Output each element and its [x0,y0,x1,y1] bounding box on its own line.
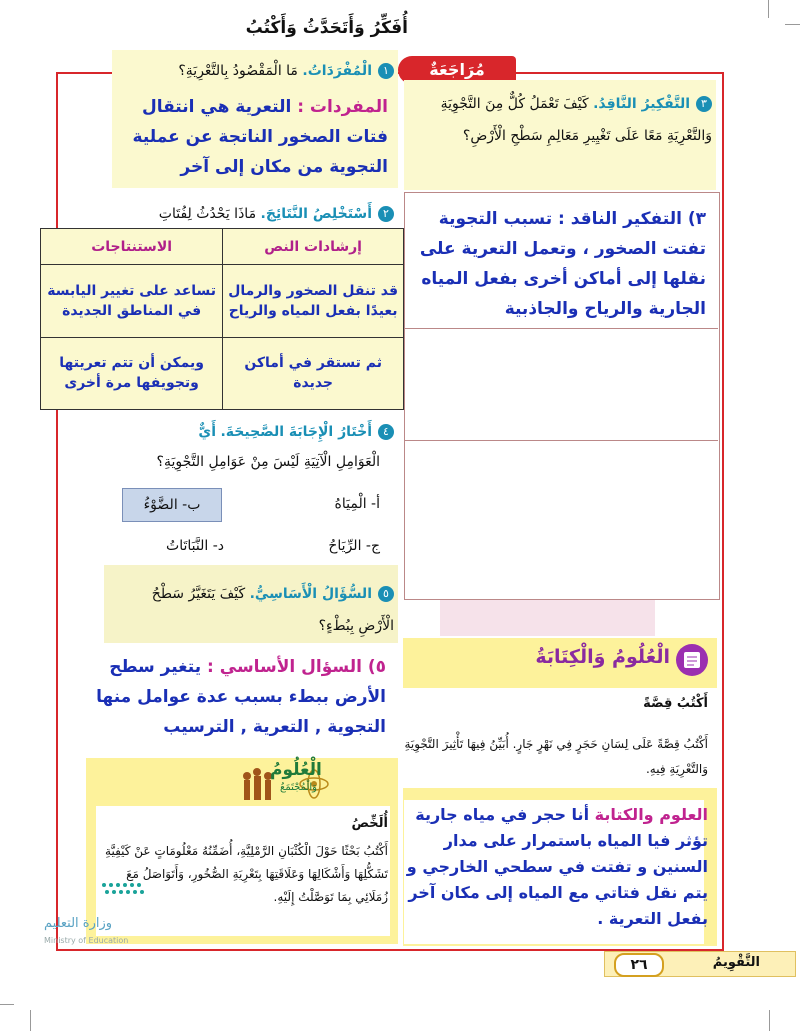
table-header: إرشادات النص [223,229,404,265]
q1-answer-text: التعرية هي انتقال فتات الصخور الناتجة عن عملية التجوية من مكان إلى آخر [132,97,388,177]
q4-text-a: أَيٌّ [198,424,216,440]
science-writing-text: أَكْتُبُ قِصَّةً عَلَى لِسَانِ حَجَرٍ فِي نَهْرٍ جَارٍ. أُبَيِّنُ فِيهَا تَأْثِيرَ التَّجْوِيَةِ وَالتَّعْرِيَةِ فِيهِ. [404,737,708,776]
q3-answer-label: ٣) التفكير الناقد : [558,209,706,229]
q2-text: مَاذَا يَحْدُثُ لِفُتَاتِ [158,206,257,222]
ministry-name-en: Ministry of Education [44,936,129,945]
table-cell: قد تنقل الصخور والرمال بعيدًا بفعل المياه والرياح [223,265,404,338]
science-society-subtitle: وَالْمُجْتَمَعُ [280,782,318,793]
pencil-icon [676,644,708,676]
review-tab: مُرَاجَعَةٌ [398,56,516,84]
table-header: الاستنتاجات [41,229,223,265]
option-b-selected[interactable]: ب- الضَّوْءُ [122,488,222,522]
option-c[interactable]: ج- الرِّيَاحُ [328,538,380,554]
q3-answer [408,204,706,324]
background-figure [440,600,655,636]
crop-mark [0,1004,14,1005]
q5-text: كَيْفَ يَتَغَيَّرُ سَطْحُ الْأَرْضِ بِبُطْءٍ؟ [151,586,394,634]
option-d[interactable]: د- النَّبَاتَاتُ [166,538,224,554]
q1-number: ١ [378,63,394,79]
crop-mark [768,0,769,18]
footer-section: التَّقْوِيمُ [712,955,760,970]
q4-number: ٤ [378,424,394,440]
q1-label: الْمُفْرَدَاتُ. [302,63,372,79]
crop-mark [785,24,800,25]
q4-text-b: الْعَوَامِلِ الْآتِيَةِ لَيْسَ مِنْ عَوَامِلِ التَّجْوِيَةِ؟ [156,454,380,470]
q3-label: التَّفْكِيرُ النَّاقِدُ. [593,96,690,112]
q5-answer [86,652,386,742]
q1-text: مَا الْمَقْصُودُ بِالتَّعْرِيَةِ؟ [178,63,298,79]
option-a[interactable]: أ- الْمِيَاهُ [334,496,380,512]
q5-number: ٥ [378,586,394,602]
q1-answer [108,92,388,182]
q3-question [416,88,712,152]
crop-mark [30,1010,31,1031]
writing-answer [404,802,708,932]
ministry-dots-icon [98,880,158,900]
table-cell: تساعد على تغيير اليابسة في المناطق الجديدة [41,265,223,338]
ministry-name: وزارة التعليم [44,916,113,931]
q3-answer-text: تسبب التجوية تفتت الصخور ، وتعمل التعرية على نقلها إلى أماكن أخرى بفعل المياه الجارية والرياح والجاذبية [419,209,706,319]
conclusions-table [40,228,404,410]
crop-mark [769,1010,770,1031]
q4-question [198,424,394,440]
q2-label: أَسْتَخْلِصُ النَّتَائِجَ. [260,206,372,222]
q5-label: السُّؤَالُ الْأَسَاسِيُّ. [249,586,372,602]
q2-number: ٢ [378,206,394,222]
q4-label: أَخْتَارُ الْإِجَابَةَ الصَّحِيحَةَ. [220,424,372,440]
q1-question [178,63,394,79]
science-writing-title: الْعُلُومُ وَالْكِتَابَةُ [535,646,670,668]
page-title: أُفَكِّرُ وَأَتَحَدَّثُ وَأَكْتُبُ [245,18,408,38]
writing-answer-label: العلوم والكتابة [594,805,708,824]
science-society-title: الْعُلُومُ [270,760,322,780]
q5-answer-text: يتغير سطح الأرض ببطء بسبب عدة عوامل منها التجوية , التعرية , الترسيب [96,657,386,737]
q3-number: ٣ [696,96,712,112]
page-number: ٢٦ [614,953,664,977]
science-society-heading: أُلَخِّصُ [351,816,388,831]
q1-answer-label: المفردات : [297,97,388,117]
divider [405,328,718,329]
science-society-text: أَكْتُبُ بَحْثًا حَوْلَ الْكُثْبَانِ الرَّمْلِيَّةِ، أُضَمِّنُهُ مَعْلُومَاتٍ عَنْ كَيْفِيَّةِ تَشَكُّلِهَا وَأَشْكَالِهَا وَعَلَاقَتِهَا بِتَعْرِيَةِ الصُّخُورِ، وَأَتَوَاصَلُ مَعَ زُمَلَائِي بِمَا تَوَصَّلْتُ إِلَيْهِ. [105,844,388,904]
q5-question [112,578,394,642]
divider [405,440,718,441]
science-writing-heading: أَكْتُبُ قِصَّةً [643,696,708,711]
table-cell: ويمكن أن تتم تعريتها وتجويفها مرة أخرى [41,337,223,410]
writing-answer-text: أنا حجر في مياه جارية تؤثر فيا المياه باستمرار على مدار السنين و تفتت في سطحي الخارجي و يتم نقل فتاتي مع المياه إلى مكان آخر بفعل التعرية . [406,805,708,928]
table-cell: ثم تستقر في أماكن جديدة [223,337,404,410]
q3-text: كَيْفَ تَعْمَلُ كُلٌّ مِنَ التَّجْوِيَةِ وَالتَّعْرِيَةِ مَعًا عَلَى تَغْيِيرِ مَعَالِمِ سَطْحِ الْأَرْضِ؟ [440,96,712,144]
q5-answer-label: ٥) السؤال الأساسي : [207,657,386,677]
q2-question [159,206,394,222]
